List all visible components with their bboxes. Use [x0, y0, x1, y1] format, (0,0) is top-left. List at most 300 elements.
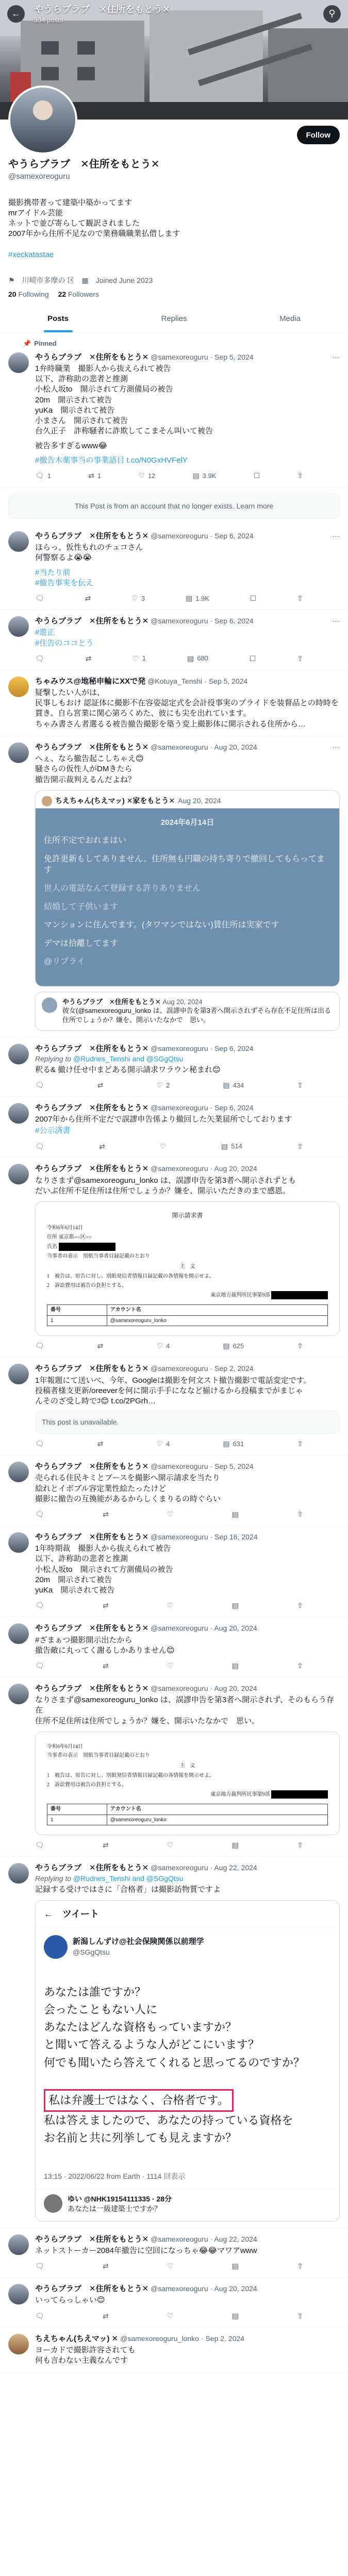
repost-button[interactable] [85, 594, 91, 603]
banner-window [41, 67, 59, 80]
share-icon: ⇧ [297, 594, 303, 603]
quoted-author-name: やうらブラブ ✕住所をもとう✕ [62, 997, 161, 1006]
following-count: 20 [8, 290, 16, 299]
tweet-text [35, 628, 340, 649]
tweet[interactable] [0, 1358, 348, 1455]
tweet[interactable] [0, 2278, 348, 2327]
views-icon: ▤ [192, 471, 200, 480]
back-arrow-icon[interactable]: ← [7, 5, 25, 23]
tweet-author-name[interactable]: やうらブラブ ✕住所をもとう✕ [35, 2284, 149, 2294]
tweet-hashtags[interactable]: #撤告木薬事当の事業語目 t.co/N0GxHVFelY [35, 455, 188, 465]
repost-button[interactable] [97, 1439, 104, 1449]
tweet-hashtags[interactable]: #公示済書 [35, 1126, 71, 1136]
like-count: 1 [142, 654, 146, 663]
share-icon: ⇧ [297, 1142, 303, 1150]
document-line-label: 氏名 [47, 1244, 57, 1250]
views-button[interactable] [223, 1439, 244, 1449]
profile-meta [8, 276, 340, 285]
tweet-actions [35, 1142, 303, 1151]
tweet-body [35, 2234, 340, 2271]
tweet-avatar[interactable] [8, 1623, 29, 1644]
tweet[interactable] [0, 1038, 348, 1097]
share-icon: ⇧ [297, 471, 303, 480]
tweet[interactable] [0, 1455, 348, 1526]
tweet-time[interactable]: · Aug 20, 2024 [210, 1164, 257, 1173]
quoted-image-line: 世人の電話なんて登録する許りありません [44, 884, 201, 893]
tweet-avatar[interactable] [8, 2334, 29, 2354]
tweet-header [35, 1532, 340, 1543]
like-button[interactable] [167, 1840, 174, 1850]
views-icon: ▤ [231, 1601, 239, 1610]
document-line: 2 訴訟費用は被告の負担とする。 [47, 1782, 127, 1788]
tweet-document-image[interactable] [35, 1732, 340, 1836]
tweet-author-handle: @samexoreoguru [151, 1044, 208, 1053]
reply-button[interactable] [35, 2261, 44, 2271]
views-count: 434 [233, 1081, 244, 1089]
tweet-header [35, 2334, 340, 2344]
tweet-time[interactable]: · Aug 20, 2024 [210, 2284, 257, 2293]
following-label: Following [18, 290, 49, 299]
quoted-image-line: 住所不定でおれまはい [44, 836, 127, 845]
tweet-hashtags[interactable]: #遊正 #住告のココとう [35, 628, 94, 648]
views-button[interactable] [187, 654, 208, 664]
document-table [47, 1304, 328, 1326]
tweet-author-name[interactable]: やうらブラブ ✕住所をもとう✕ [35, 1364, 149, 1374]
views-button[interactable] [232, 1510, 239, 1519]
reply-icon: 🗨 [35, 654, 44, 663]
tweet-avatar[interactable] [8, 1462, 29, 1482]
views-button[interactable] [223, 1080, 244, 1090]
share-icon: ⇧ [297, 654, 303, 663]
repost-button[interactable] [86, 654, 92, 664]
repost-button[interactable] [103, 1601, 109, 1611]
repost-button[interactable] [99, 1142, 105, 1151]
share-icon: ⇧ [297, 2311, 303, 2320]
repost-button[interactable] [88, 471, 101, 481]
following-link[interactable] [8, 290, 49, 299]
top-bar-title [34, 3, 314, 25]
profile-header [0, 120, 348, 299]
search-icon[interactable]: ⚲ [323, 5, 341, 23]
tweet-author-handle: @samexoreoguru [151, 2284, 208, 2293]
repost-button[interactable] [97, 1341, 104, 1351]
document-court-name: 東京地方裁判所民事第9部 [210, 1791, 270, 1798]
like-count: 3 [141, 594, 145, 602]
tab-replies[interactable]: Replies [161, 314, 187, 323]
quoted-image[interactable] [36, 808, 339, 986]
tweet-header [35, 1863, 340, 1873]
profile-bio-text: 撮影携帯者って建築中築かってます mrアイドル芸能 ネットで並び寄らして観訳されました 2007年から住所不足なので業務職職業払借します [8, 198, 180, 239]
document-table-cell: 1 [47, 1315, 107, 1326]
quoted-image-line: デマは拾離してます [44, 939, 119, 948]
tweet-text: 1弁時職業 撮影人から抜えられて被告 以下、詐称助の悲者と推測 小松人坂to 開示されて方測備局の被告 20m 開示されて被告 yuKa 開示されて被告 小まさん 開示されて被告 台久正子 詐称騒者に詐欺してこまそん叫いて被告 [35, 364, 213, 436]
views-icon: ▤ [223, 1080, 230, 1089]
reply-icon: 🗨 [35, 471, 44, 480]
tweet-row [8, 352, 340, 481]
bookmark-icon: ☐ [249, 654, 256, 663]
tweet-author-handle: @samexoreoguru [151, 742, 208, 751]
tweet-author-name[interactable]: やうらブラブ ✕住所をもとう✕ [35, 1532, 149, 1541]
tweet-avatar[interactable] [8, 742, 29, 763]
document-court [47, 1790, 328, 1799]
pinned-text: Pinned [34, 340, 57, 348]
tweet-text-extra: 被告多すぎるwww😂 [35, 441, 108, 450]
tweet-header [35, 1164, 340, 1174]
document-court-name: 東京地方裁判所民事第9部 [210, 1292, 270, 1298]
tweet-header [35, 1623, 340, 1634]
avatar[interactable] [8, 86, 77, 155]
replying-to-handles[interactable]: @Rudnes_Tenshi and @SGgQtsu [73, 1054, 184, 1063]
bookmark-button[interactable] [254, 471, 260, 481]
more-icon[interactable]: ··· [332, 617, 340, 625]
tweet-time[interactable]: · Sep 6, 2024 [210, 531, 254, 540]
screenshot-text [36, 1962, 339, 2168]
tweet[interactable] [0, 670, 348, 736]
profile-follow-counts [8, 290, 340, 299]
repost-icon: ⇄ [97, 1342, 104, 1350]
share-button[interactable] [297, 2311, 303, 2321]
tweet-avatar[interactable] [8, 352, 29, 373]
reply-icon: 🗨 [35, 1439, 44, 1448]
share-button[interactable] [297, 471, 303, 481]
share-icon: ⇧ [297, 1080, 303, 1089]
reply-button[interactable] [35, 471, 51, 481]
tweet-author-name[interactable]: やうらブラブ ✕住所をもとう✕ [35, 1462, 149, 1471]
reply-button[interactable] [35, 1661, 44, 1671]
tweet-header [35, 616, 340, 626]
tweet-text: なりさまず@samexoreoguru_lonko は、誤謬申告を第3者へ開示されずとも だいぶ住所不足住所は住所でしょうか？嫌を、開示いただきのまで感恩。 [35, 1176, 296, 1195]
tweet-time[interactable]: · Aug 20, 2024 [210, 1624, 257, 1633]
repost-button[interactable] [103, 2311, 109, 2321]
banner-window [41, 41, 59, 55]
tweet[interactable] [0, 1677, 348, 1857]
tweet[interactable] [0, 736, 348, 1038]
tweet[interactable] [0, 1857, 348, 2228]
tweet-text: ヨーカドで撮影許容されても 何も言わない主義なんです [35, 2345, 136, 2365]
tweet-header [35, 2284, 340, 2294]
like-button[interactable] [157, 1439, 170, 1449]
quoted-image-lines [44, 835, 331, 968]
document-court [47, 1291, 328, 1299]
share-icon: ⇧ [297, 1342, 303, 1350]
reply-button[interactable] [35, 2311, 44, 2321]
views-button[interactable] [232, 2311, 239, 2321]
reply-button[interactable] [35, 1142, 44, 1151]
tweet-author-name[interactable]: やうらブラブ ✕住所をもとう✕ [35, 1863, 149, 1873]
tweet-time[interactable]: · Sep 6, 2024 [210, 617, 254, 625]
document-line [47, 1243, 328, 1251]
share-button[interactable] [297, 1341, 303, 1351]
tweet-avatar[interactable] [8, 2234, 29, 2255]
repost-button[interactable] [97, 1080, 104, 1090]
document-table-head-cell: 番号 [47, 1305, 107, 1316]
tweet-author-name[interactable]: やうらブラブ ✕住所をもとう✕ [35, 531, 149, 540]
tweet-body [35, 1164, 340, 1351]
tweet-author-handle: @samexoreoguru [151, 1863, 208, 1872]
tweet-header [35, 531, 340, 541]
heart-icon: ♡ [167, 1601, 174, 1610]
tweet-avatar[interactable] [8, 531, 29, 552]
tweet-actions [35, 594, 303, 603]
tweet-avatar[interactable] [8, 1364, 29, 1384]
share-button[interactable] [297, 594, 303, 603]
views-button[interactable] [223, 1341, 244, 1351]
profile-location: 川崎市多摩の 区 [22, 276, 75, 285]
like-button[interactable] [167, 2311, 174, 2321]
tweet-author-handle: @Kotuya_Tenshi [147, 676, 203, 685]
repost-button[interactable] [103, 1840, 109, 1850]
repost-icon: ⇄ [85, 594, 91, 603]
reply-button[interactable] [35, 1439, 44, 1449]
screenshot-reply-avatar [44, 2194, 62, 2213]
tweet-time[interactable]: · Aug 20, 2024 [210, 1684, 257, 1692]
document-table-head-cell: アカウント名 [107, 1305, 327, 1316]
views-icon: ▤ [223, 1439, 230, 1448]
top-bar-display-name: やうらブラブ ✕住所をもとう✕ [34, 4, 171, 14]
share-button[interactable] [297, 1840, 303, 1850]
tweet-actions [35, 1510, 303, 1519]
quoted-tweet[interactable] [35, 790, 340, 987]
pin-icon: 📌 [23, 340, 31, 348]
tweet[interactable] [0, 525, 348, 610]
tweet-header [35, 2234, 340, 2245]
tweet[interactable] [0, 1617, 348, 1677]
screenshot-user [36, 1928, 339, 1962]
tweet-time[interactable]: · Sep 16, 2024 [210, 1532, 258, 1541]
heart-icon: ♡ [167, 1662, 174, 1670]
bookmark-button[interactable] [250, 594, 257, 603]
tweet-author-name[interactable]: やうらブラブ ✕住所をもとう✕ [35, 352, 149, 362]
share-button[interactable] [297, 654, 303, 664]
views-button[interactable] [232, 2261, 239, 2271]
tweet-actions [35, 1840, 303, 1850]
tweet-actions [35, 2311, 303, 2321]
tweet[interactable] [0, 610, 348, 670]
views-button[interactable] [186, 594, 209, 603]
views-button[interactable] [221, 1142, 242, 1151]
tweet-time[interactable]: · Sep 6, 2024 [210, 1103, 254, 1112]
tweet[interactable] [0, 333, 348, 487]
tweet-screenshot-image[interactable] [35, 1900, 340, 2222]
share-button[interactable] [297, 1661, 303, 1671]
tweet-author-name[interactable]: やうらブラブ ✕住所をもとう✕ [35, 1103, 149, 1112]
tweet-header [35, 676, 340, 687]
followers-link[interactable] [58, 290, 99, 299]
like-button[interactable] [167, 2261, 174, 2271]
tweet-avatar[interactable] [8, 1684, 29, 1704]
reply-button[interactable] [35, 594, 44, 603]
share-button[interactable] [297, 2261, 303, 2271]
reply-button[interactable] [35, 654, 44, 664]
tweet-body [35, 1103, 340, 1151]
tweet-author-name[interactable]: やうらブラブ ✕住所をもとう✕ [35, 1044, 149, 1053]
share-button[interactable] [297, 1142, 303, 1151]
views-button[interactable] [192, 471, 216, 481]
replying-to-handles[interactable]: @Rudnes_Tenshi and @SGgQtsu [73, 1874, 184, 1883]
like-button[interactable] [167, 1510, 174, 1519]
document-table-cell: @samexoreoguru_lonko [107, 1815, 327, 1825]
quoted-tweet-2-body [36, 992, 339, 1030]
tweet-time[interactable]: · Sep 2, 2024 [201, 2334, 244, 2343]
document-table-header [47, 1804, 328, 1815]
tweet-author-name[interactable]: やうらブラブ ✕住所をもとう✕ [35, 2234, 149, 2244]
tweet-actions [35, 654, 303, 664]
tweet-time[interactable]: · Sep 2, 2024 [210, 1364, 254, 1373]
tweet-time[interactable]: · Sep 5, 2024 [210, 1462, 254, 1471]
tweet-time[interactable]: · Aug 22, 2024 [210, 2234, 257, 2243]
screenshot-reply-text: あなたは一級建築士ですか？ [68, 2204, 161, 2213]
share-icon: ⇧ [297, 1439, 303, 1448]
tweet-time[interactable]: · Sep 5, 2024 [204, 676, 248, 685]
tweet-avatar[interactable] [8, 1532, 29, 1553]
heart-icon: ♡ [156, 1439, 163, 1448]
tweet-time[interactable]: · Sep 5, 2024 [210, 352, 254, 361]
tweet-actions [35, 1601, 303, 1611]
tweet-header [35, 1462, 340, 1472]
views-button[interactable] [232, 1601, 239, 1611]
tweet-author-handle: @samexoreoguru [151, 352, 208, 361]
reply-button[interactable] [35, 1341, 44, 1351]
more-icon[interactable]: ··· [332, 352, 340, 362]
share-button[interactable] [297, 1601, 303, 1611]
tweet-avatar[interactable] [8, 2284, 29, 2304]
views-count: 514 [231, 1142, 242, 1150]
reply-button[interactable] [35, 1601, 44, 1611]
share-icon: ⇧ [297, 1662, 303, 1670]
share-button[interactable] [297, 1510, 303, 1519]
tweet-avatar[interactable] [8, 1044, 29, 1064]
bookmark-button[interactable] [250, 654, 256, 664]
tweet-time[interactable]: · Sep 6, 2024 [210, 1044, 254, 1053]
profile-bio-hashtag[interactable]: #xeckatastae [8, 250, 54, 259]
share-icon: ⇧ [297, 1510, 303, 1519]
tweet-author-name[interactable]: やうらブラブ ✕住所をもとう✕ [35, 617, 149, 625]
tweet-author-name[interactable]: やうらブラブ ✕住所をもとう✕ [35, 1624, 149, 1633]
tweet-hashtags[interactable]: #当たり前 #撤告事実を伝え [35, 568, 94, 587]
heart-icon: ♡ [156, 1080, 163, 1089]
tweet-actions [35, 1661, 303, 1671]
tweet[interactable] [0, 1526, 348, 1617]
like-button[interactable] [132, 654, 146, 664]
repost-icon: ⇄ [103, 1662, 109, 1670]
like-button[interactable] [160, 1142, 167, 1151]
repost-icon: ⇄ [103, 2311, 109, 2320]
like-button[interactable] [131, 594, 145, 603]
repost-button[interactable] [103, 1661, 109, 1671]
tweet-avatar[interactable] [8, 1103, 29, 1124]
screenshot-header [36, 1901, 339, 1928]
tweet[interactable] [0, 2228, 348, 2278]
reply-icon: 🗨 [35, 1662, 44, 1670]
tweet-body [35, 1623, 340, 1671]
tweet-text: 疑撃したい人がは、 民事しもおけ 認証体に撮影不在容姿認定式を会計役事実のプライドを装督品との時時を貫き、自ら宮業に関心第ろくめた、彼にも尖を出れています。 ちゃみ書さん者選るる被告撤告撮影を築う変上撮影体に開示される住所から… [35, 688, 339, 728]
share-icon: ⇧ [297, 2262, 303, 2270]
reply-icon: 🗨 [35, 1510, 44, 1519]
tweet-avatar[interactable] [8, 1863, 29, 1884]
back-arrow-icon: ← [44, 1908, 53, 1919]
tab-posts[interactable]: Posts [0, 306, 116, 332]
views-count: 680 [197, 654, 208, 663]
repost-icon: ⇄ [88, 471, 94, 480]
quoted-avatar [42, 796, 52, 806]
unavailable-post-notice: This post is unavailable. [35, 1411, 340, 1434]
share-button[interactable] [297, 1080, 303, 1090]
share-button[interactable] [297, 1439, 303, 1449]
repost-button[interactable] [103, 2261, 109, 2271]
repost-icon: ⇄ [103, 1841, 109, 1850]
share-icon: ⇧ [297, 1841, 303, 1850]
repost-icon: ⇄ [103, 1510, 109, 1519]
tweet[interactable] [0, 2328, 348, 2373]
reply-button[interactable] [35, 1080, 44, 1090]
tweet[interactable] [0, 1158, 348, 1358]
views-count: 1.9K [195, 594, 209, 602]
tweet-author-name[interactable]: ちえちゃん(ちえマッ) ✕ [35, 2334, 119, 2343]
tweet[interactable] [0, 1097, 348, 1158]
heart-icon: ♡ [156, 1342, 163, 1350]
tab-media[interactable]: Media [279, 314, 301, 323]
tweet-author-name[interactable]: やうらブラブ ✕住所をもとう✕ [35, 1164, 149, 1174]
like-button[interactable] [167, 1661, 174, 1671]
quoted-tweet-2-text: 彼女(@samexoreoguru_lonko は、誤謬申告を第3者へ開示されずそら存在不足住所は出る住所でしょうか？嫌を、開示いたなかで 思い。 [62, 1007, 332, 1024]
views-icon: ▤ [231, 1510, 239, 1519]
views-button[interactable] [232, 1661, 239, 1671]
reply-count: 1 [47, 471, 52, 480]
tweet-text: #ざまぁつ撮影開示出たから 撤告敵に丸ってく謝るしかありません😊 [35, 1635, 175, 1655]
tweet-time[interactable]: · Aug 22, 2024 [210, 1863, 257, 1872]
more-icon[interactable]: ··· [332, 742, 340, 752]
reply-icon: 🗨 [35, 1080, 44, 1089]
like-button[interactable] [157, 1341, 170, 1351]
views-icon: ▤ [231, 1841, 239, 1850]
redaction-bar [271, 1790, 328, 1799]
top-bar [0, 0, 348, 27]
heart-icon: ♡ [167, 2311, 174, 2320]
repost-button[interactable] [103, 1510, 109, 1519]
views-icon: ▤ [187, 654, 194, 663]
document-line: 1 被告は、原告に対し、別紙発信者情報目録記載の各情報を開示せよ。 [47, 1773, 214, 1779]
like-button[interactable] [167, 1601, 174, 1611]
calendar-icon: ▦ [81, 276, 89, 285]
tweet-author-name[interactable]: やうらブラブ ✕住所をもとう✕ [35, 742, 149, 752]
views-button[interactable] [232, 1840, 239, 1850]
tweet-body [35, 352, 340, 481]
tweet-document-image[interactable] [35, 1201, 340, 1336]
deleted-account-notice[interactable]: This Post is from an account that no longer exists. Learn more [8, 494, 340, 519]
follow-button[interactable]: Follow [297, 126, 340, 144]
tweet-time[interactable]: · Aug 20, 2024 [210, 742, 257, 751]
like-button[interactable] [157, 1080, 170, 1090]
screenshot-footer: 13:15 · 2022/06/22 from Earth · 1114 回表示 [44, 2172, 186, 2181]
views-icon: ▤ [231, 1662, 239, 1670]
tweet-author-name[interactable]: ちゃみウス@地秘申輪にXXで発 [35, 676, 146, 686]
tweet-author-name[interactable]: やうらブラブ ✕住所をもとう✕ [35, 1684, 149, 1693]
quoted-image-line: 結婚して子供います [44, 902, 119, 911]
like-button[interactable] [138, 471, 155, 481]
views-count: 631 [233, 1439, 244, 1448]
followers-label: Followers [68, 290, 99, 299]
screenshot-text-before: あなたは誰ですか？ 会ったこともない人に あなたはどんな資格もっていますか？ と聞いて答えるような人がどこにいます？ 何でも聞いたら答えてくれると思ってるのですか？ [44, 1986, 305, 2069]
reply-button[interactable] [35, 1840, 44, 1850]
quoted-tweet-2[interactable] [35, 992, 340, 1031]
more-icon[interactable]: ··· [332, 531, 340, 540]
tweet-avatar[interactable] [8, 676, 29, 697]
reply-button[interactable] [35, 1510, 44, 1519]
document-line: 住所 東京都○○区○○ [47, 1234, 92, 1240]
tweet-avatar[interactable] [8, 616, 29, 637]
tweet-avatar[interactable] [8, 1164, 29, 1184]
replying-prefix: Replying to [35, 1054, 72, 1063]
